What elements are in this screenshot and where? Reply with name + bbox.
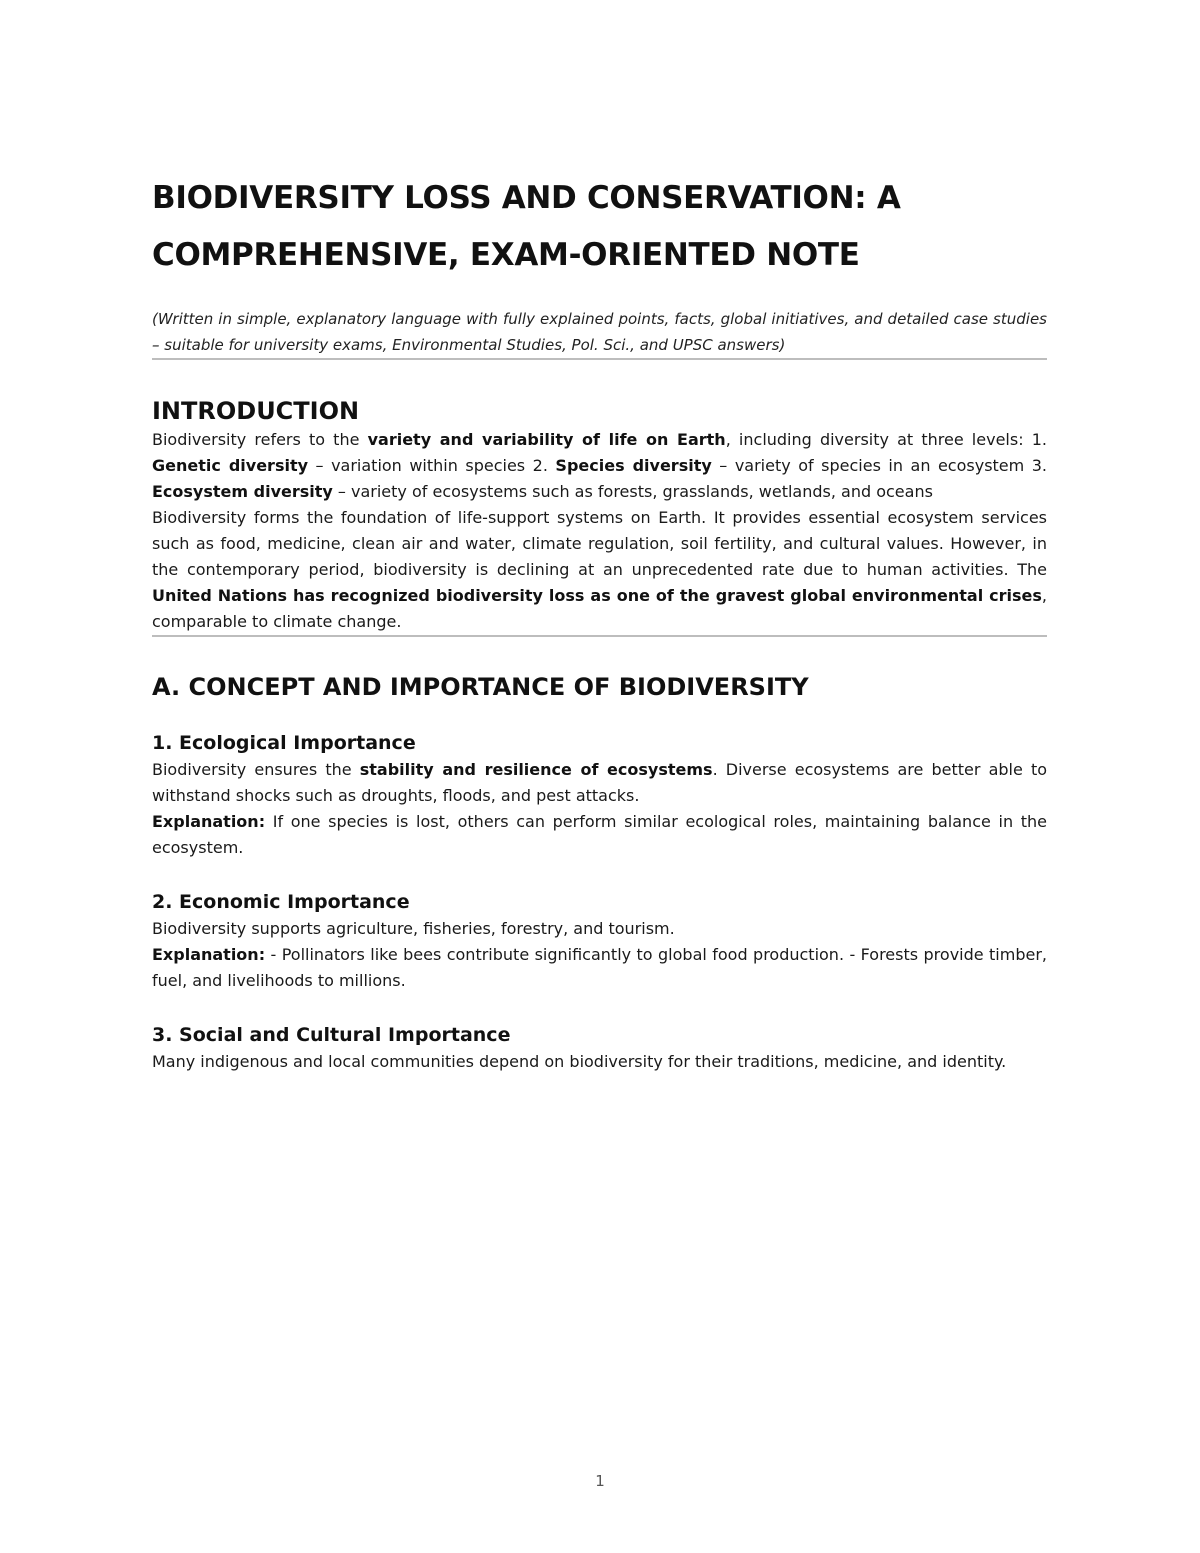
document-subtitle: (Written in simple, explanatory language with fully explained points, facts, global initiatives, and detailed case studies – suitable for university exams, Environmental Studies, Pol. Sci., and UPSC answers) [152, 310, 1047, 354]
text-run: – variation within species 2. [308, 456, 556, 475]
bold-phrase: stability and resilience of ecosystems [359, 760, 713, 779]
page-number: 1 [595, 1472, 605, 1490]
explanation-label: Explanation: [152, 945, 266, 964]
ecological-importance-paragraph [152, 757, 1047, 809]
text-run: If one species is lost, others can perform similar ecological roles, maintaining balance in the ecosystem. [152, 812, 1047, 857]
introduction-paragraph-1 [152, 427, 1047, 505]
bold-phrase: Species diversity [555, 456, 712, 475]
economic-importance-paragraph: Biodiversity supports agriculture, fisheries, forestry, and tourism. [152, 919, 675, 938]
page-content [152, 170, 1047, 1075]
social-cultural-importance-heading: 3. Social and Cultural Importance [152, 1024, 511, 1046]
introduction-paragraph-2 [152, 505, 1047, 635]
text-run: , comparable to climate change. [152, 586, 1047, 631]
section-divider [152, 358, 1047, 360]
bold-phrase: Ecosystem diversity [152, 482, 333, 501]
bold-phrase: United Nations has recognized biodiversity loss as one of the gravest global environmental crises [152, 586, 1042, 605]
economic-explanation-paragraph [152, 942, 1047, 994]
text-run: . Diverse ecosystems are better able to withstand shocks such as droughts, floods, and pest attacks. [152, 760, 1048, 805]
document-title: BIODIVERSITY LOSS AND CONSERVATION: A COMPREHENSIVE, EXAM-ORIENTED NOTE [152, 180, 901, 273]
ecological-importance-heading: 1. Ecological Importance [152, 732, 416, 754]
text-run: Biodiversity forms the foundation of life-support systems on Earth. It provides essential ecosystem services such as food, medicine, clean air and water, climate regulation, soil fertility, and cultural values. However, in the contemporary period, biodiversity is declining at an unprecedented rate due to human activities. The [152, 508, 1047, 579]
introduction-heading: INTRODUCTION [152, 397, 360, 425]
bold-phrase: variety and variability of life on Earth [367, 430, 726, 449]
text-run: – variety of species in an ecosystem 3. [711, 456, 1048, 475]
section-divider [152, 635, 1047, 637]
section-a-heading: A. CONCEPT AND IMPORTANCE OF BIODIVERSITY [152, 673, 809, 701]
text-run: , including diversity at three levels: 1. [725, 430, 1047, 449]
text-run: Biodiversity ensures the [152, 760, 360, 779]
text-run: Biodiversity refers to the [152, 430, 368, 449]
explanation-label: Explanation: [152, 812, 266, 831]
text-run: – variety of ecosystems such as forests, grasslands, wetlands, and oceans [332, 482, 933, 501]
social-cultural-importance-paragraph: Many indigenous and local communities depend on biodiversity for their traditions, medicine, and identity. [152, 1052, 1007, 1071]
text-run: - Pollinators like bees contribute significantly to global food production. - Forests provide timber, fuel, and livelihoods to millions. [152, 945, 1047, 990]
ecological-explanation-paragraph [152, 809, 1047, 861]
economic-importance-heading: 2. Economic Importance [152, 891, 410, 913]
bold-phrase: Genetic diversity [152, 456, 309, 475]
